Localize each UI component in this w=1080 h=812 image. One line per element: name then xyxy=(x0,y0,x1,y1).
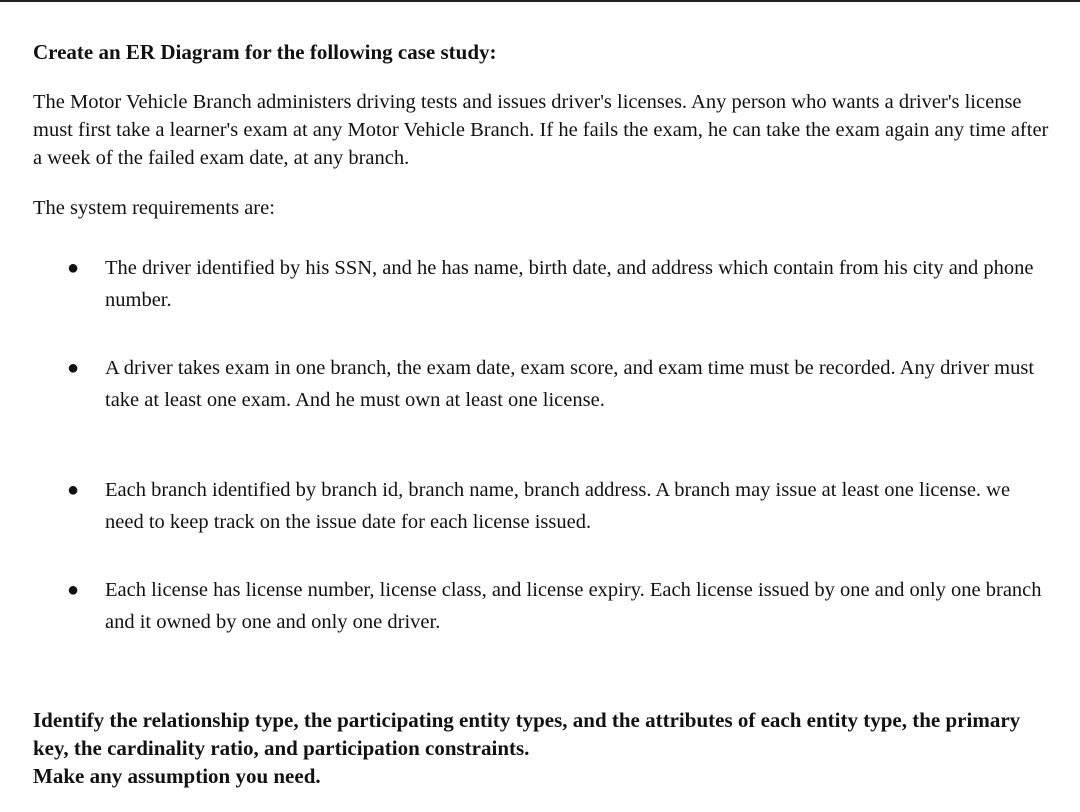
case-study-heading: Create an ER Diagram for the following case study: xyxy=(33,40,497,64)
requirement-text: Each license has license number, license class, and license expiry. Each license issued by one and only one branch and it owned by one and only one driver. xyxy=(105,579,1042,633)
requirement-text: A driver takes exam in one branch, the exam date, exam score, and exam time must be recorded. Any driver must take at least one exam. And he must own at least one license. xyxy=(105,357,1035,411)
instructions-text: Identify the relationship type, the participating entity types, and the attributes of each entity type, the primary key, the cardinality ratio, and participation constraints. xyxy=(33,708,1021,760)
instructions xyxy=(33,706,1053,790)
bullet-icon: ● xyxy=(67,357,80,379)
requirement-item xyxy=(33,352,1053,416)
requirement-text: The driver identified by his SSN, and he has name, birth date, and address which contain from his city and phone number. xyxy=(105,257,1034,311)
assumption-note: Make any assumption you need. xyxy=(33,764,321,788)
top-border xyxy=(0,0,1080,2)
requirement-item xyxy=(33,474,1053,538)
requirement-item xyxy=(33,574,1053,638)
requirements-title: The system requirements are: xyxy=(33,197,275,219)
bullet-icon: ● xyxy=(67,257,80,279)
requirements-list xyxy=(33,252,1053,638)
requirement-item xyxy=(33,252,1053,316)
document xyxy=(33,38,1053,638)
intro-paragraph: The Motor Vehicle Branch administers driving tests and issues driver's licenses. Any person who wants a driver's license must first take a learner's exam at any Motor Vehicle Branch. If he fails the exam, he can take the exam again any time after a week of the failed exam date, at any branch. xyxy=(33,91,1049,169)
bullet-icon: ● xyxy=(67,579,80,601)
requirement-text: Each branch identified by branch id, branch name, branch address. A branch may issue at least one license. we need to keep track on the issue date for each license issued. xyxy=(105,479,1011,533)
bullet-icon: ● xyxy=(67,479,80,501)
